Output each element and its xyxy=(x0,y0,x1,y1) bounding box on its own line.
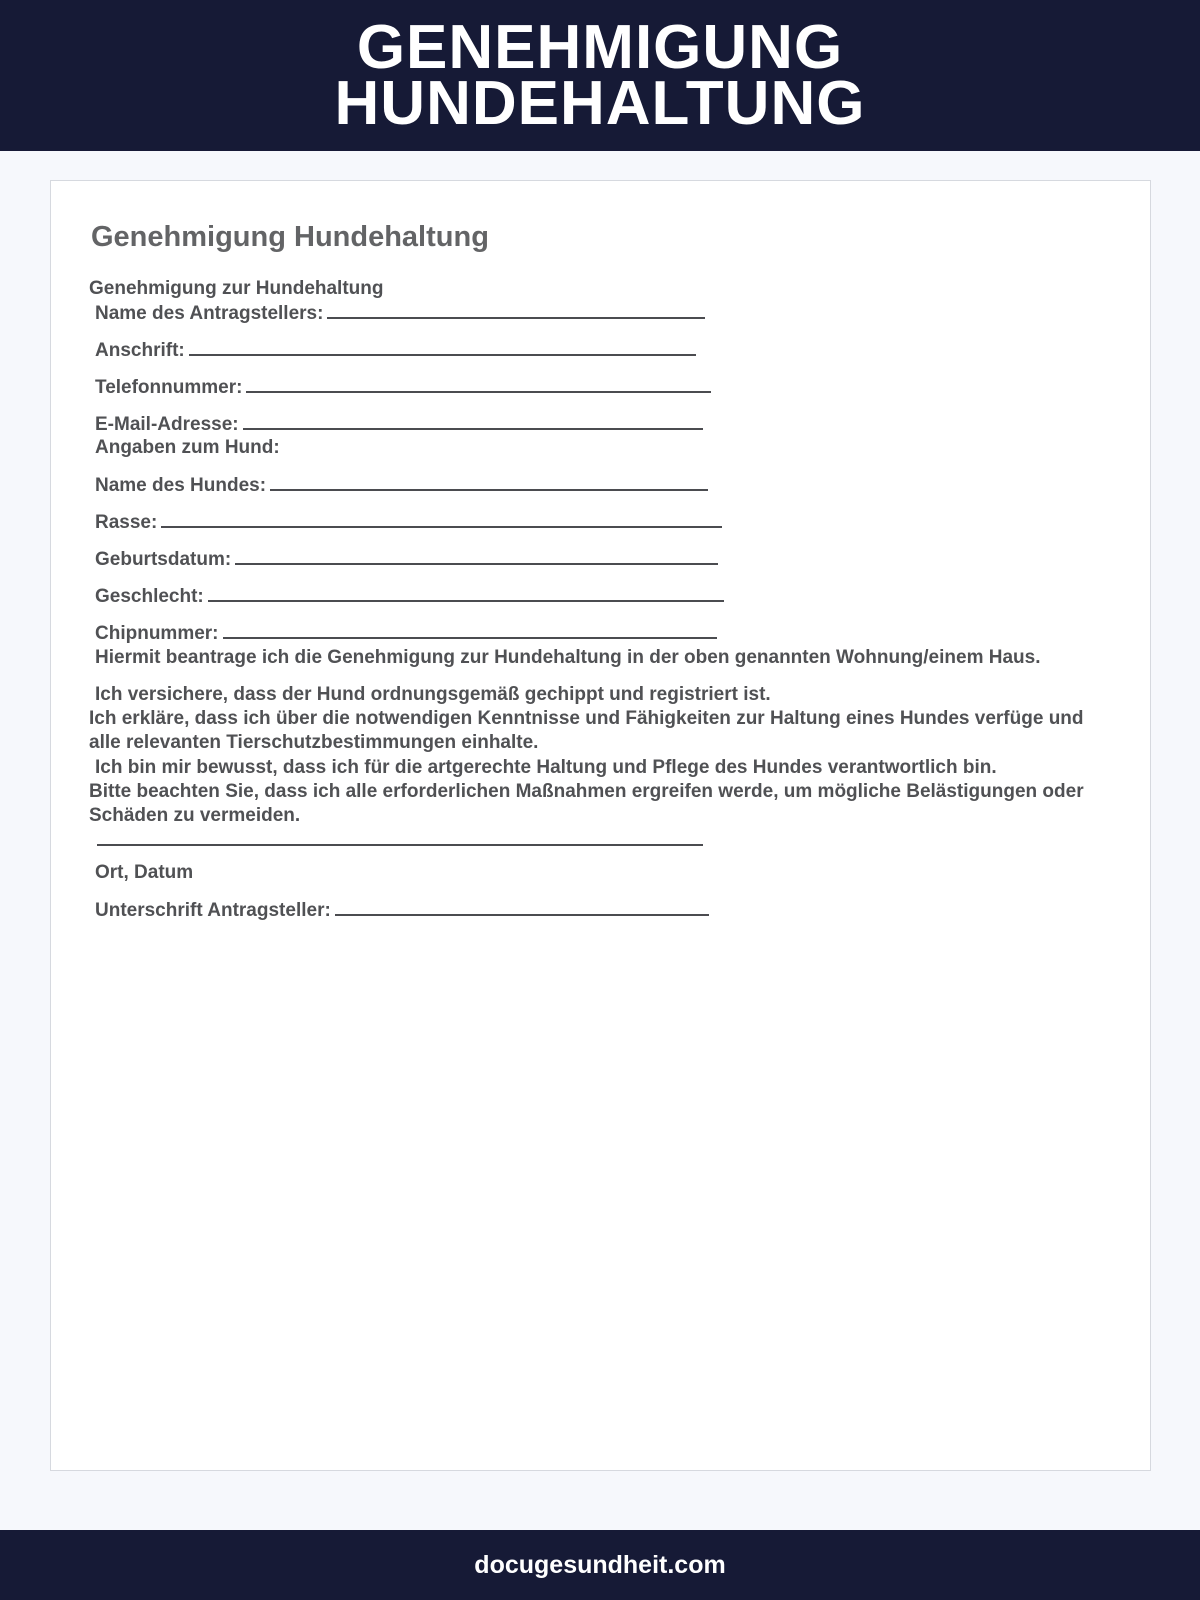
email-label: E-Mail-Adresse: xyxy=(95,414,239,435)
document-title: Genehmigung Hundehaltung xyxy=(91,221,489,253)
signature-row xyxy=(95,898,709,923)
chip-label: Chipnummer: xyxy=(95,623,219,644)
sex-label: Geschlecht: xyxy=(95,586,204,607)
applicant-name-blank[interactable] xyxy=(327,301,705,319)
header-banner xyxy=(0,0,1200,151)
address-row xyxy=(95,338,696,363)
birthdate-label: Geburtsdatum: xyxy=(95,549,232,570)
statement-chipped: Ich versichere, dass der Hund ordnungsgemäß gechippt und registriert ist. xyxy=(95,684,771,705)
sex-row xyxy=(95,584,724,609)
address-blank[interactable] xyxy=(189,338,696,356)
applicant-name-label: Name des Antragstellers: xyxy=(95,303,324,324)
banner-title xyxy=(334,12,866,138)
statement-measures: Bitte beachten Sie, dass ich alle erforderlichen Maßnahmen ergreifen werde, um mögliche Belästigungen oder Schäden zu vermeiden. xyxy=(89,781,1084,826)
signature-blank[interactable] xyxy=(335,898,709,916)
applicant-name-row xyxy=(95,301,705,326)
statement-request: Hiermit beantrage ich die Genehmigung zur Hundehaltung in der oben genannten Wohnung/einem Haus. xyxy=(95,647,1041,668)
signature-label: Unterschrift Antragsteller: xyxy=(95,900,331,921)
banner-title-line2: HUNDEHALTUNG xyxy=(334,68,866,138)
sex-blank[interactable] xyxy=(208,584,724,602)
dog-section-heading: Angaben zum Hund: xyxy=(95,437,280,458)
dog-name-row xyxy=(95,473,708,498)
footer-site-link[interactable]: docugesundheit.com xyxy=(474,1550,726,1579)
email-blank[interactable] xyxy=(243,412,703,430)
phone-label: Telefonnummer: xyxy=(95,377,243,398)
document-card xyxy=(50,180,1151,1471)
phone-row xyxy=(95,375,711,400)
banner-title-line1: GENEHMIGUNG xyxy=(356,12,844,82)
breed-blank[interactable] xyxy=(161,510,722,528)
breed-row xyxy=(95,510,722,535)
statement-knowledge: Ich erkläre, dass ich über die notwendigen Kenntnisse und Fähigkeiten zur Haltung eines Hundes verfüge und alle relevanten Tierschutzbestimmungen einhalte. xyxy=(89,708,1084,753)
chip-row xyxy=(95,621,717,646)
dog-name-label: Name des Hundes: xyxy=(95,475,267,496)
breed-label: Rasse: xyxy=(95,512,158,533)
place-date-line[interactable] xyxy=(97,844,703,846)
birthdate-row xyxy=(95,547,718,572)
footer-bar xyxy=(0,1530,1200,1600)
statement-responsibility: Ich bin mir bewusst, dass ich für die artgerechte Haltung und Pflege des Hundes verantwortlich bin. xyxy=(95,757,997,778)
chip-blank[interactable] xyxy=(223,621,717,639)
birthdate-blank[interactable] xyxy=(235,547,718,565)
document-subtitle: Genehmigung zur Hundehaltung xyxy=(89,278,384,299)
phone-blank[interactable] xyxy=(246,375,711,393)
email-row xyxy=(95,412,703,437)
address-label: Anschrift: xyxy=(95,340,185,361)
place-date-label: Ort, Datum xyxy=(95,862,194,883)
dog-name-blank[interactable] xyxy=(270,473,708,491)
